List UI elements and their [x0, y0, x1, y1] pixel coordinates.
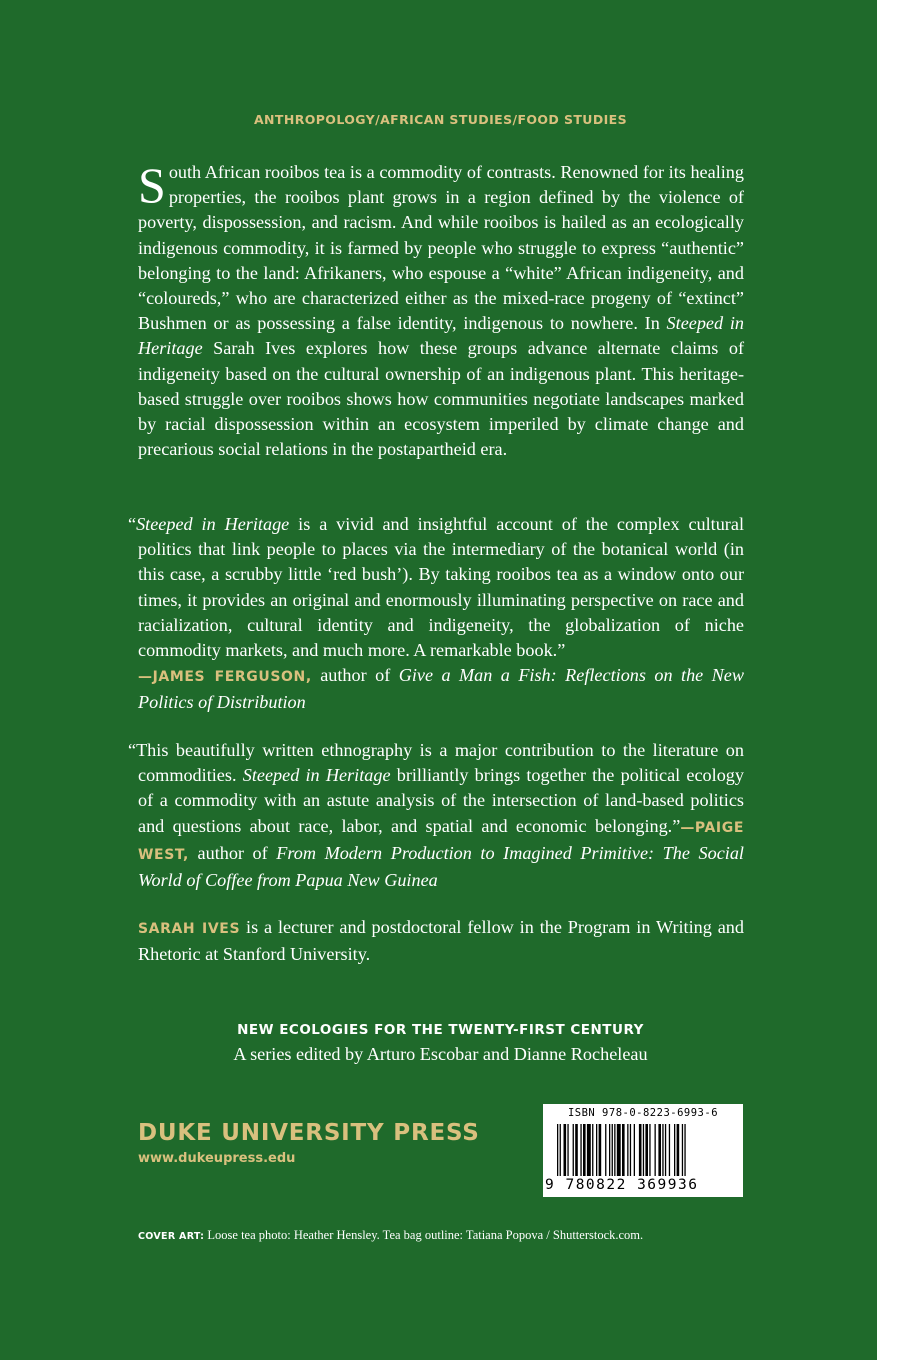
drop-cap: S	[138, 157, 166, 213]
quote1-title: Steeped in Heritage	[136, 514, 290, 534]
description-book-title: Steeped in Heritage	[138, 313, 744, 359]
blurb-ferguson	[128, 512, 745, 716]
publisher-url: www.dukeupress.edu	[138, 1151, 296, 1166]
series-editors: A series edited by Arturo Escobar and Dianne Rocheleau	[233, 1044, 648, 1064]
author-bio	[138, 915, 744, 967]
publisher-name: DUKE UNIVERSITY PRESS	[138, 1120, 480, 1146]
quote1-author: —JAMES FERGUSON,	[138, 669, 312, 686]
blurb-west	[128, 738, 744, 893]
isbn-label: ISBN 978-0-8223-6993-6	[567, 1107, 719, 1119]
description	[138, 157, 744, 462]
category-heading: ANTHROPOLOGY/AFRICAN STUDIES/FOOD STUDIES	[253, 112, 628, 127]
quote2-text-2: brilliantly brings together the political ecology of a commodity with an astute analysis of the intersection of land-based politics and questions about race, labor, and spatial and economic belonging.”	[138, 765, 744, 836]
quote2-text-1: “This beautifully written ethnography is a major contribution to the literature on commodities.	[128, 740, 744, 786]
quote1-text: is a vivid and insightful account of the complex cultural politics that link people to places via the intermediary of the botanical world (in this case, a scrubby little ‘red bush’). By taking rooibos tea as a window onto our times, it provides an original and enormously illuminating perspective on race and racialization, cultural identity and indigeneity, the globalization of niche commodity markets, and much more. A remarkable book.”	[138, 514, 744, 661]
quote1-work: Give a Man a Fish: Reflections on the New Politics of Distribution	[138, 665, 745, 713]
credit-text: Loose tea photo: Heather Hensley. Tea bag outline: Tatiana Popova / Shutterstock.com.	[204, 1228, 644, 1242]
cover-credit	[138, 1228, 643, 1243]
quote2-work: From Modern Production to Imagined Primitive: The Social World of Coffee from Papua New Guinea	[138, 842, 744, 891]
quote1-open: “	[128, 514, 137, 534]
description-text-2: Sarah Ives explores how these groups advance alternate claims of indigeneity based on the cultural ownership of an indigenous plant. This heritage-based struggle over rooibos shows how communities negotiate landscapes marked by racial dispossession within an ecosystem imperiled by climate change and precarious social relations in the postapartheid era.	[138, 338, 744, 460]
series-name: NEW ECOLOGIES FOR THE TWENTY-FIRST CENTURY	[237, 1022, 644, 1038]
description-text-1: outh African rooibos tea is a commodity of contrasts. Renowned for its healing properties, the rooibos plant grows in a region defined by the violence of poverty, dispossession, and racism. And while rooibos is hailed as an ecologically indigenous commodity, it is farmed by people who struggle to express “authentic” belonging to the land: Afrikaners, who espouse a “white” African indigeneity, and “coloureds,” who are characterized either as the mixed-race progeny of “extinct” Bushmen or as possessing a false identity, indigenous to nowhere. In	[138, 162, 744, 334]
bio-name: SARAH IVES	[138, 921, 241, 937]
quote2-title: Steeped in Heritage	[242, 765, 391, 786]
barcode-digits: 9 780822 369936	[545, 1177, 699, 1193]
barcode	[543, 1104, 743, 1197]
credit-label: COVER ART:	[138, 1231, 205, 1242]
bio-text: is a lecturer and postdoctoral fellow in the Program in Writing and Rhetoric at Stanford University.	[138, 917, 744, 965]
quote2-author-of: author of	[188, 842, 277, 863]
quote2-author: —PAIGE WEST,	[138, 819, 744, 863]
barcode-bars	[549, 1124, 737, 1176]
quote1-author-of: author of	[311, 665, 399, 686]
